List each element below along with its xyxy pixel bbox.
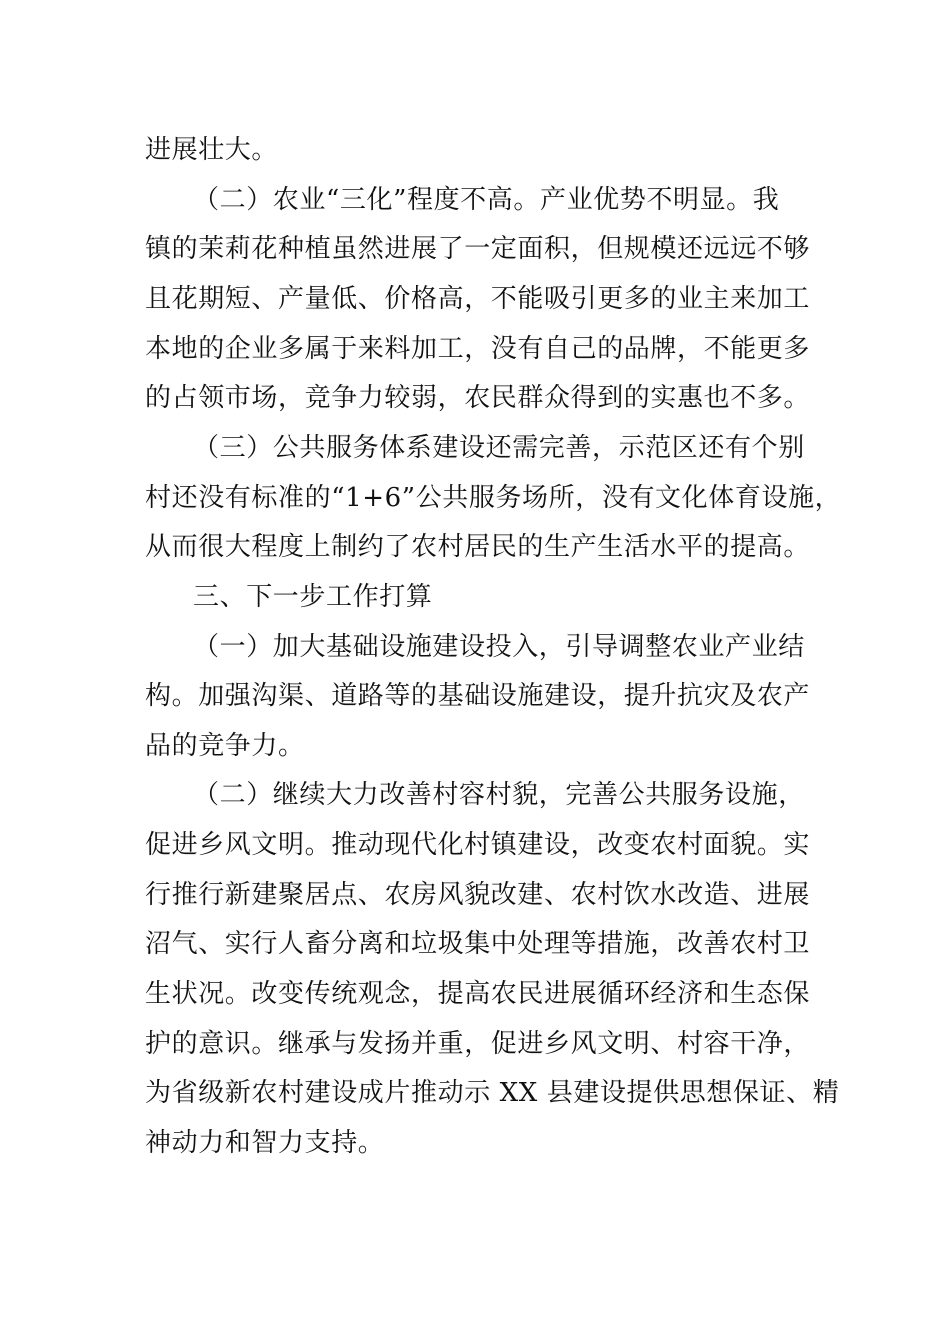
text-line: 沼气、实行人畜分离和垃圾集中处理等措施，改善农村卫 — [145, 929, 811, 959]
text-line: （二）继续大力改善村容村貌，完善公共服务设施， — [193, 780, 805, 810]
text-line: 生状况。改变传统观念，提高农民进展循环经济和生态保 — [145, 979, 811, 1009]
text-line: 进展壮大。 — [145, 135, 279, 165]
text-line: 从而很大程度上制约了农村居民的生产生活水平的提高。 — [145, 532, 811, 562]
text-line: 行推行新建聚居点、农房风貌改建、农村饮水改造、进展 — [145, 880, 811, 910]
text-line: 的占领市场，竞争力较弱，农民群众得到的实惠也不多。 — [145, 383, 811, 413]
text-line: （三）公共服务体系建设还需完善，示范区还有个别 — [193, 433, 805, 463]
text-line: 镇的茉莉花种植虽然进展了一定面积，但规模还远远不够 — [145, 234, 811, 264]
text-line: 村还没有标准的“1+6”公共服务场所，没有文化体育设施， — [145, 483, 842, 513]
text-line: 护的意识。继承与发扬并重，促进乡风文明、村容干净， — [145, 1029, 811, 1059]
text-line: 构。加强沟渠、道路等的基础设施建设，提升抗灾及农产 — [145, 681, 811, 711]
text-line: 本地的企业多属于来料加工，没有自己的品牌，不能更多 — [145, 334, 811, 364]
text-line: （二）农业“三化”程度不高。产业优势不明显。我 — [193, 185, 780, 215]
text-line: 神动力和智力支持。 — [145, 1128, 385, 1158]
section-heading: 三、下一步工作打算 — [193, 582, 433, 612]
text-line: （一）加大基础设施建设投入，引导调整农业产业结 — [193, 632, 805, 662]
text-line: 为省级新农村建设成片推动示 XX 县建设提供思想保证、精 — [145, 1078, 840, 1108]
text-line: 品的竞争力。 — [145, 731, 305, 761]
text-line: 且花期短、产量低、价格高，不能吸引更多的业主来加工 — [145, 284, 811, 314]
text-line: 促进乡风文明。推动现代化村镇建设，改变农村面貌。实 — [145, 830, 811, 860]
